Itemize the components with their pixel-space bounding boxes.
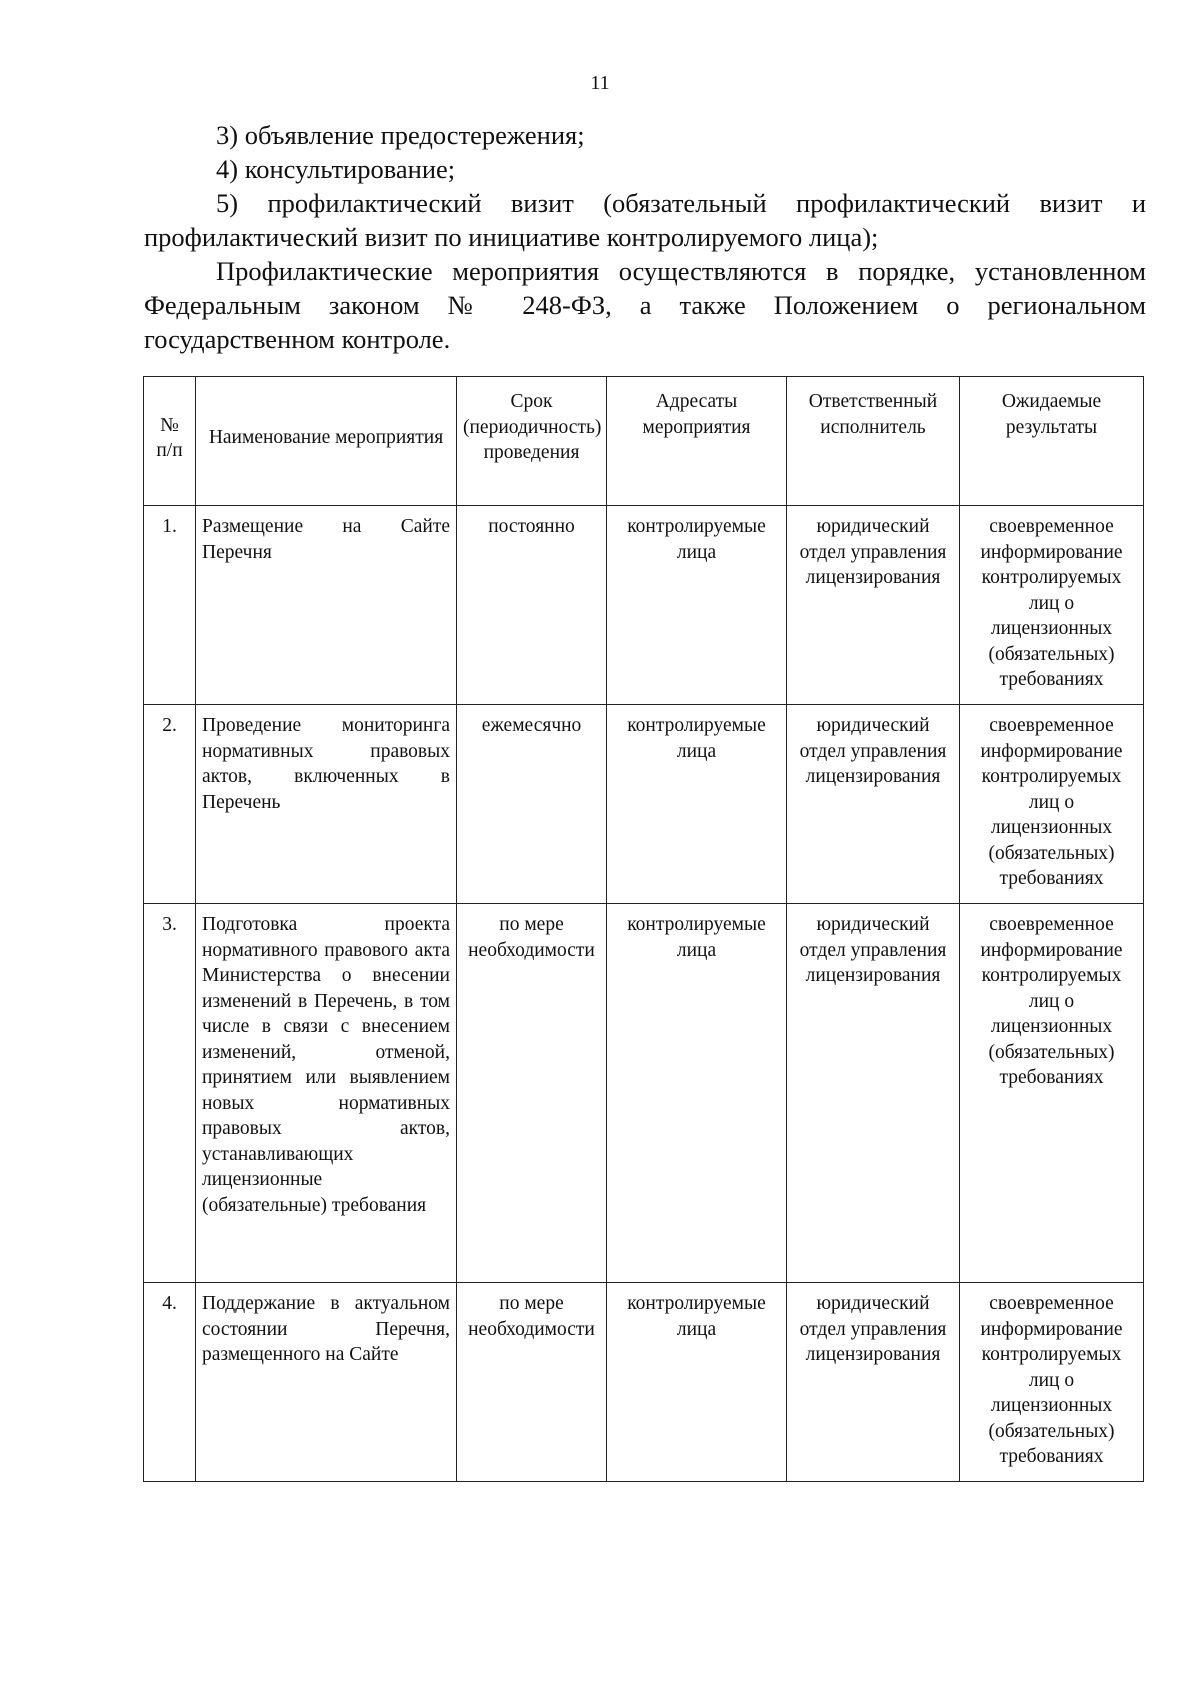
row-addressees: контролируемые лица <box>607 904 787 1283</box>
paragraph-procedure: Профилактические мероприятия осуществляются в порядке, установленном Федеральным законом № 248-ФЗ, а также Положением о региональном государственном контроле. <box>144 256 1146 354</box>
row-name: Размещение на Сайте Перечня <box>196 506 457 705</box>
table-row <box>144 506 1144 705</box>
row-responsible: юридический отдел управления лицензирования <box>787 904 960 1283</box>
header-responsible: Ответственный исполнитель <box>787 377 960 506</box>
row-results: своевременное информирование контролируемых лиц о лицензионных (обязательных) требованиях <box>960 705 1144 904</box>
header-num: № п/п <box>144 377 196 506</box>
list-item-consulting: 4) консультирование; <box>216 154 456 184</box>
row-num: 2. <box>144 705 196 904</box>
body-text <box>144 118 1146 356</box>
row-addressees: контролируемые лица <box>607 1283 787 1482</box>
row-term: по мере необходимости <box>457 904 607 1283</box>
row-results: своевременное информирование контролируемых лиц о лицензионных (обязательных) требованиях <box>960 904 1144 1283</box>
row-results: своевременное информирование контролируемых лиц о лицензионных (обязательных) требованиях <box>960 1283 1144 1482</box>
table-header-row <box>144 377 1144 506</box>
row-name: Поддержание в актуальном состоянии Перечня, размещенного на Сайте <box>196 1283 457 1482</box>
row-num: 1. <box>144 506 196 705</box>
table-row <box>144 705 1144 904</box>
row-responsible: юридический отдел управления лицензирования <box>787 705 960 904</box>
header-term: Срок (периодичность) проведения <box>457 377 607 506</box>
row-term: ежемесячно <box>457 705 607 904</box>
header-addressees: Адресаты мероприятия <box>607 377 787 506</box>
table-row <box>144 904 1144 1283</box>
row-term: по мере необходимости <box>457 1283 607 1482</box>
row-num: 4. <box>144 1283 196 1482</box>
row-num: 3. <box>144 904 196 1283</box>
row-addressees: контролируемые лица <box>607 506 787 705</box>
row-term: постоянно <box>457 506 607 705</box>
header-name: Наименование мероприятия <box>196 377 457 506</box>
page-number: 11 <box>590 72 610 94</box>
list-item-visit: 5) профилактический визит (обязательный профилактический визит и профилактический визит по инициативе контролируемого лица); <box>144 188 1146 252</box>
measures-table <box>143 376 1144 1482</box>
row-name: Подготовка проекта нормативного правового акта Министерства о внесении изменений в Перечень, в том числе в связи с внесением изменений, отменой, принятием или выявлением новых нормативных правовых актов, устанавливающих лицензионные (обязательные) требования <box>196 904 457 1283</box>
list-item-warning: 3) объявление предостережения; <box>216 120 585 150</box>
table-row <box>144 1283 1144 1482</box>
row-responsible: юридический отдел управления лицензирования <box>787 1283 960 1482</box>
row-results: своевременное информирование контролируемых лиц о лицензионных (обязательных) требованиях <box>960 506 1144 705</box>
row-name: Проведение мониторинга нормативных правовых актов, включенных в Перечень <box>196 705 457 904</box>
row-responsible: юридический отдел управления лицензирования <box>787 506 960 705</box>
header-results: Ожидаемые результаты <box>960 377 1144 506</box>
row-addressees: контролируемые лица <box>607 705 787 904</box>
